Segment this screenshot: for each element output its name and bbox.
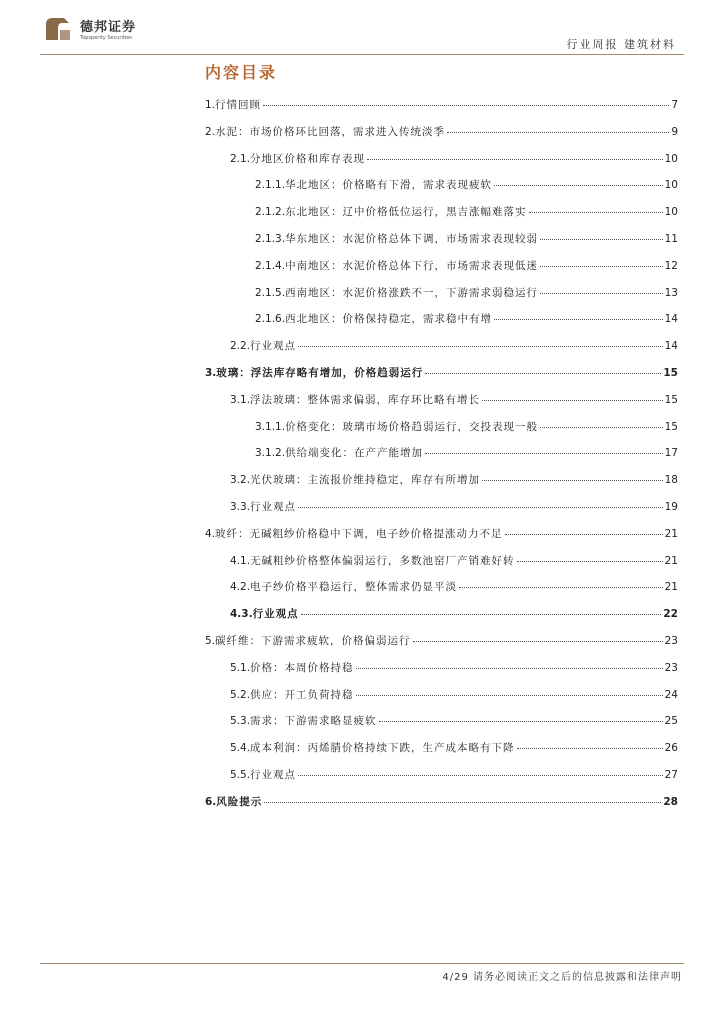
toc-entry-title: 价格：本周价格持稳: [250, 661, 354, 674]
toc-entry-title: 分地区价格和库存表现: [250, 152, 366, 165]
toc-page-number: 14: [664, 340, 678, 353]
toc-entry[interactable]: [230, 392, 678, 409]
table-of-contents: [0, 97, 724, 817]
toc-entry[interactable]: [230, 713, 678, 730]
toc-page-number: 19: [664, 501, 678, 513]
toc-entry-number: 5.3.: [230, 715, 251, 728]
toc-dot-leader: [425, 453, 663, 454]
toc-entry-number: 2.2.: [230, 340, 251, 353]
toc-entry-title: 水泥：市场价格环比回落，需求进入传统淡季: [215, 125, 446, 138]
toc-page-number: 13: [664, 286, 678, 299]
toc-entry-title: 成本利润：丙烯腈价格持续下跌，生产成本略有下降: [250, 742, 515, 755]
toc-dot-leader: [413, 641, 663, 642]
toc-page-number: 10: [664, 179, 678, 192]
toc-entry-number: 3.1.: [230, 393, 251, 406]
toc-entry[interactable]: [230, 579, 678, 596]
toc-dot-leader: [482, 400, 663, 401]
toc-page-number: 15: [664, 393, 678, 406]
toc-entry[interactable]: [205, 526, 678, 543]
toc-entry-number: 2.1.2.: [255, 206, 286, 219]
toc-entry-number: 3.3.: [230, 501, 251, 513]
toc-entry-number: 2.1.3.: [255, 233, 286, 245]
toc-entry-number: 2.1.4.: [255, 259, 286, 272]
toc-entry-title: 行业观点: [250, 769, 297, 781]
toc-dot-leader: [301, 614, 662, 615]
toc-entry[interactable]: [230, 687, 678, 704]
toc-dot-leader: [540, 293, 663, 294]
toc-page-number: 17: [664, 447, 678, 460]
toc-entry-title: 需求：下游需求略显疲软: [250, 715, 377, 728]
toc-entry-title: 供给端变化：在产产能增加: [285, 447, 424, 460]
toc-dot-leader: [459, 587, 663, 588]
toc-entry-number: 1.: [205, 99, 216, 111]
toc-entry[interactable]: [230, 606, 678, 623]
toc-entry-number: 4.3.: [230, 608, 253, 621]
toc-entry-title: 华东地区：水泥价格总体下调，市场需求表现较弱: [285, 233, 539, 245]
toc-entry-number: 2.1.: [230, 152, 251, 165]
toc-page-number: 23: [664, 635, 678, 647]
toc-page-number: 15: [664, 420, 678, 433]
toc-dot-leader: [298, 507, 663, 508]
toc-dot-leader: [482, 480, 663, 481]
toc-page-number: 21: [664, 554, 678, 567]
toc-page-number: 24: [664, 688, 678, 701]
toc-entry[interactable]: [205, 124, 678, 141]
toc-entry-title: 行业观点: [252, 608, 299, 621]
toc-entry[interactable]: [255, 177, 678, 194]
toc-entry-title: 行情回顾: [215, 99, 262, 111]
toc-entry-title: 西北地区：价格保持稳定，需求稳中有增: [285, 313, 493, 326]
toc-entry-number: 5.1.: [230, 661, 251, 674]
toc-dot-leader: [540, 427, 663, 428]
toc-entry-number: 5.4.: [230, 742, 251, 755]
toc-entry-title: 中南地区：水泥价格总体下行，市场需求表现低迷: [285, 259, 539, 272]
toc-entry-number: 2.1.6.: [255, 313, 286, 326]
toc-entry-title: 风险提示: [216, 795, 263, 808]
toc-entry-title: 浮法玻璃：整体需求偏弱，库存环比略有增长: [250, 393, 481, 406]
toc-entry-title: 行业观点: [250, 340, 297, 353]
toc-entry-title: 玻纤：无碱粗纱价格稳中下调，电子纱价格提涨动力不足: [215, 527, 503, 540]
toc-entry[interactable]: [255, 231, 678, 248]
toc-entry-title: 无碱粗纱价格整体偏弱运行，多数池窑厂产销难好转: [250, 554, 515, 567]
report-type: 行业周报 建筑材料: [566, 38, 676, 51]
toc-page-number: 15: [663, 367, 678, 379]
toc-entry-title: 价格变化：玻璃市场价格趋弱运行，交投表现一般: [285, 420, 539, 433]
toc-entry[interactable]: [255, 258, 678, 275]
brand-name-en: Topsperity Securities: [80, 35, 132, 41]
toc-entry-number: 4.2.: [230, 581, 251, 594]
toc-entry-number: 3.1.2.: [255, 447, 286, 460]
toc-entry-title: 东北地区：辽中价格低位运行，黑吉涨幅难落实: [285, 206, 527, 219]
toc-entry-title: 西南地区：水泥价格涨跌不一，下游需求弱稳运行: [285, 286, 539, 299]
toc-entry-title: 碳纤维：下游需求疲软，价格偏弱运行: [215, 635, 411, 647]
toc-page-number: 12: [664, 259, 678, 272]
toc-dot-leader: [494, 319, 663, 320]
toc-entry[interactable]: [230, 767, 678, 784]
toc-page-number: 22: [663, 608, 678, 621]
toc-dot-leader: [298, 775, 663, 776]
toc-entry[interactable]: [255, 419, 678, 436]
toc-dot-leader: [264, 802, 661, 803]
toc-entry-title: 玻璃：浮法库存略有增加，价格趋弱运行: [216, 367, 424, 379]
toc-entry-number: 5.: [205, 635, 216, 647]
toc-page-number: 9: [671, 125, 678, 138]
toc-dot-leader: [367, 159, 663, 160]
toc-entry-number: 3.2.: [230, 474, 251, 487]
toc-entry[interactable]: [255, 311, 678, 328]
toc-entry-title: 光伏玻璃：主流报价维持稳定，库存有所增加: [250, 474, 481, 487]
toc-entry[interactable]: [255, 285, 678, 302]
toc-entry[interactable]: [230, 740, 678, 757]
toc-page-number: 26: [664, 742, 678, 755]
toc-entry[interactable]: [230, 151, 678, 168]
toc-page-number: 7: [671, 99, 678, 111]
toc-entry-number: 5.5.: [230, 769, 251, 781]
toc-dot-leader: [540, 266, 663, 267]
toc-page-number: 10: [664, 206, 678, 219]
toc-dot-leader: [263, 105, 669, 106]
toc-entry[interactable]: [230, 499, 678, 516]
toc-page-number: 23: [664, 661, 678, 674]
toc-page-number: 28: [663, 795, 678, 808]
toc-entry[interactable]: [230, 472, 678, 489]
toc-entry-number: 5.2.: [230, 688, 251, 701]
toc-entry-number: 3.1.1.: [255, 420, 286, 433]
footer-disclaimer: 4/29 请务必阅读正文之后的信息披露和法律声明: [442, 972, 682, 983]
toc-dot-leader: [356, 668, 663, 669]
toc-dot-leader: [379, 721, 663, 722]
toc-page-number: 27: [664, 769, 678, 781]
toc-dot-leader: [529, 212, 663, 213]
toc-entry[interactable]: [205, 633, 678, 650]
toc-dot-leader: [517, 561, 663, 562]
header-divider: [40, 54, 684, 55]
toc-entry[interactable]: [205, 97, 678, 114]
toc-entry-number: 4.: [205, 527, 216, 540]
toc-entry-number: 3.: [205, 367, 217, 379]
toc-page-number: 14: [664, 313, 678, 326]
toc-dot-leader: [494, 185, 663, 186]
toc-entry-number: 2.1.1.: [255, 179, 286, 192]
toc-entry[interactable]: [205, 365, 678, 382]
toc-page-number: 10: [664, 152, 678, 165]
toc-entry[interactable]: [255, 204, 678, 221]
toc-page-number: 18: [664, 474, 678, 487]
toc-entry-number: 6.: [205, 795, 217, 808]
toc-entry[interactable]: [230, 660, 678, 677]
toc-entry-title: 华北地区：价格略有下滑，需求表现疲软: [285, 179, 493, 192]
brand-name-cn: 德邦证券: [80, 20, 137, 35]
toc-dot-leader: [356, 695, 663, 696]
toc-entry-number: 4.1.: [230, 554, 251, 567]
footer-divider: [40, 963, 684, 964]
brand-logo: [40, 14, 160, 48]
toc-entry-number: 2.1.5.: [255, 286, 286, 299]
brand-mark-icon: [40, 14, 74, 46]
toc-page-number: 21: [664, 581, 678, 594]
toc-dot-leader: [425, 373, 661, 374]
toc-page-number: 25: [664, 715, 678, 728]
toc-dot-leader: [540, 239, 663, 240]
toc-entry-number: 2.: [205, 125, 216, 138]
toc-entry-title: 供应：开工负荷持稳: [250, 688, 354, 701]
toc-entry-title: 电子纱价格平稳运行，整体需求仍显平淡: [250, 581, 458, 594]
toc-entry-title: 行业观点: [250, 501, 297, 513]
toc-entry[interactable]: [255, 445, 678, 462]
toc-title: 内容目录: [205, 63, 278, 82]
toc-page-number: 11: [664, 233, 678, 245]
toc-dot-leader: [517, 748, 663, 749]
toc-entry[interactable]: [230, 338, 678, 355]
toc-page-number: 21: [664, 527, 678, 540]
toc-entry[interactable]: [230, 553, 678, 570]
toc-dot-leader: [298, 346, 663, 347]
toc-dot-leader: [447, 132, 669, 133]
toc-entry[interactable]: [205, 794, 678, 811]
toc-dot-leader: [505, 534, 663, 535]
